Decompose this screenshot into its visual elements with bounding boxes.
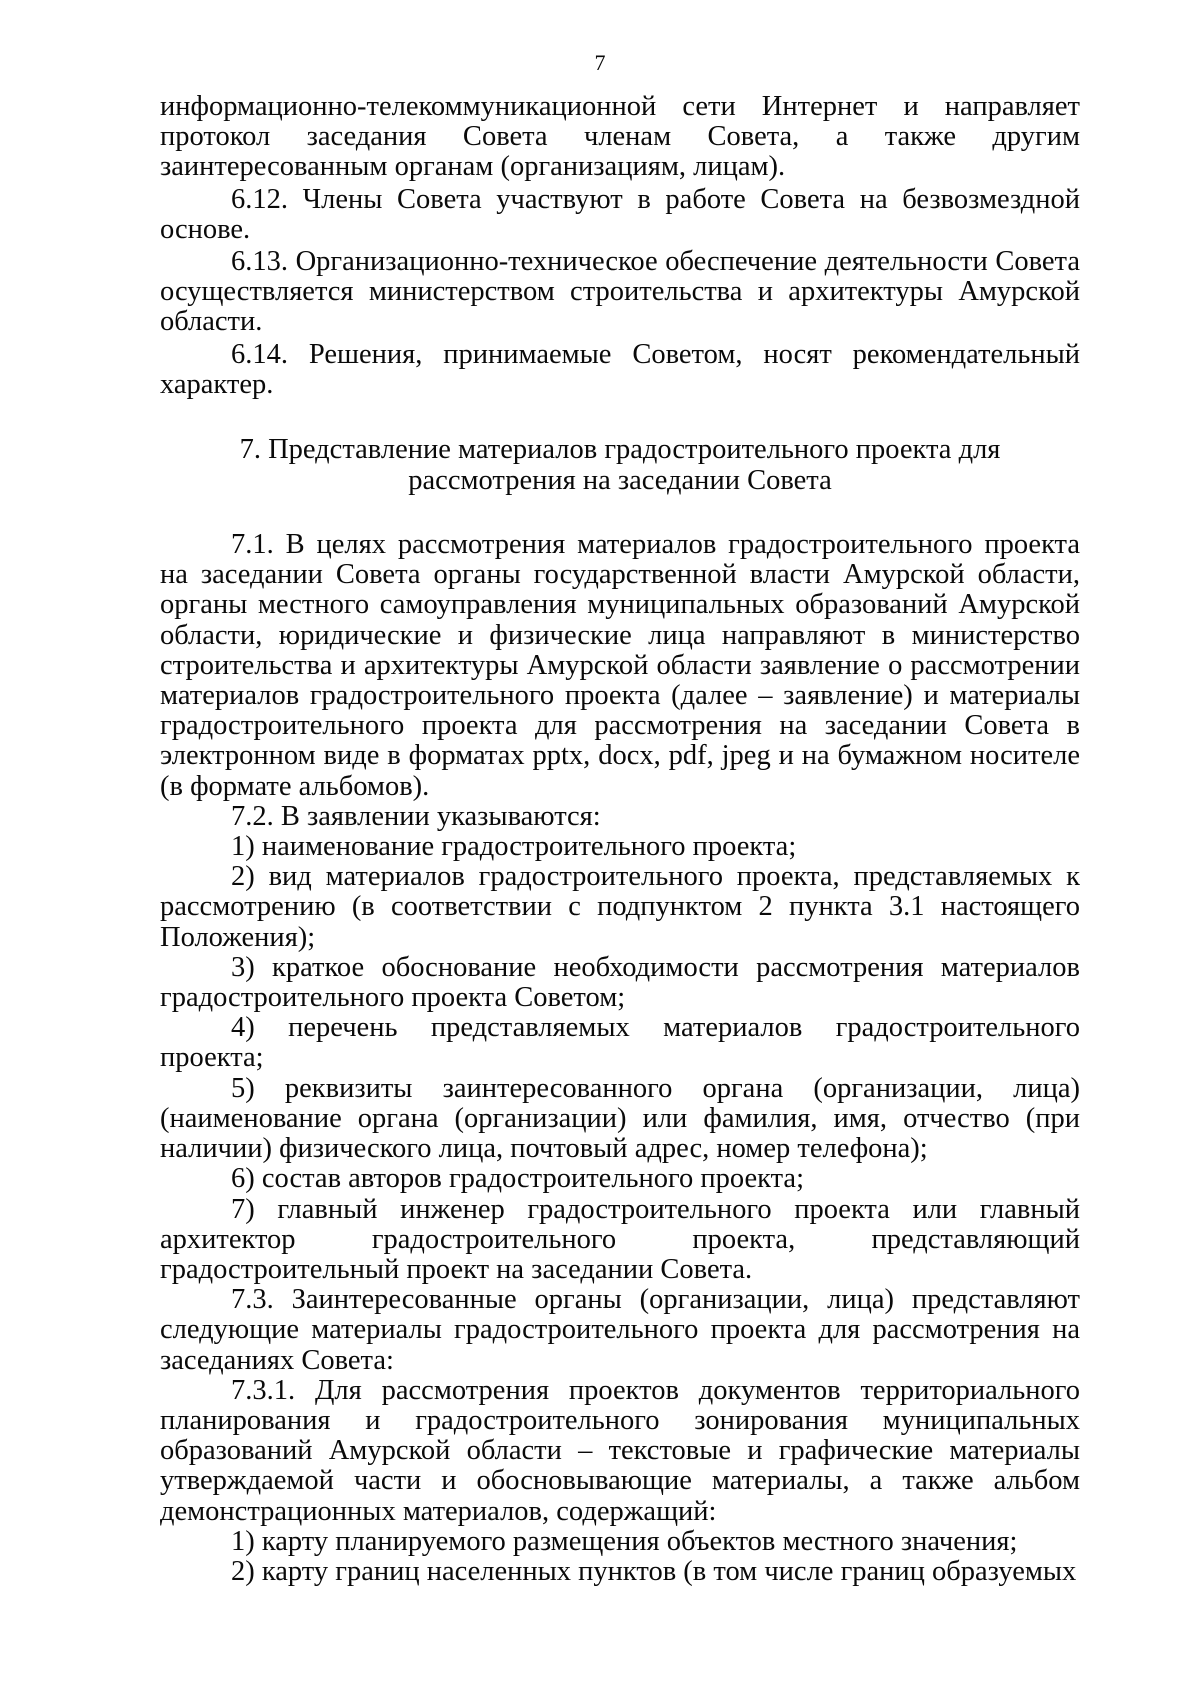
section-heading-line-1: 7. Представление материалов градостроительного проекта для bbox=[239, 434, 1001, 466]
document-body bbox=[160, 92, 1080, 1587]
list-item-7-2-6: 6) состав авторов градостроительного проекта; bbox=[231, 1163, 804, 1195]
list-item-7-2-4: 4) перечень представляемых материалов градостроительного проекта; bbox=[160, 1012, 1080, 1074]
section-heading-7 bbox=[160, 434, 1080, 496]
paragraph-7-3: 7.3. Заинтересованные органы (организации, лица) представляют следующие материалы градостроительного проекта для рассмотрения на заседаниях Совета: bbox=[160, 1284, 1080, 1376]
paragraph-7-3-1: 7.3.1. Для рассмотрения проектов документов территориального планирования и градостроительного зонирования муниципальных образований Амурской области – текстовые и графические материалы утверждаемой части и обосновывающие материалы, а также альбом демонстрационных материалов, содержащий: bbox=[160, 1374, 1080, 1527]
list-item-7-2-7: 7) главный инженер градостроительного проекта или главный архитектор градостроительного проекта, представляющий градостроительный проект на заседании Совета. bbox=[160, 1193, 1080, 1285]
list-item-7-2-5: 5) реквизиты заинтересованного органа (организации, лица) (наименование органа (организации) или фамилия, имя, отчество (при наличии) физического лица, почтовый адрес, номер телефона); bbox=[160, 1072, 1080, 1165]
list-item-7-3-1-1: 1) карту планируемого размещения объектов местного значения; bbox=[231, 1525, 1018, 1557]
list-item-7-3-1-2: 2) карту границ населенных пунктов (в том числе границ образуемых bbox=[231, 1555, 1077, 1587]
list-item-7-2-3: 3) краткое обоснование необходимости рассмотрения материалов градостроительного проекта Советом; bbox=[160, 951, 1080, 1014]
paragraph-7-1: 7.1. В целях рассмотрения материалов градостроительного проекта на заседании Совета органы государственной власти Амурской области, органы местного самоуправления муниципальных образований Амурской области, юридические и физические лица направляют в министерство строительства и архитектуры Амурской области заявление о рассмотрении материалов градостроительного проекта (далее – заявление) и материалы градостроительного проекта для рассмотрения на заседании Совета в электронном виде в форматах pptx, docx, pdf, jpeg и на бумажном носителе (в формате альбомов). bbox=[160, 529, 1080, 802]
paragraph-6-13: 6.13. Организационно-техническое обеспечение деятельности Совета осуществляется министерством строительства и архитектуры Амурской области. bbox=[160, 246, 1080, 338]
paragraph-7-2: 7.2. В заявлении указываются: bbox=[231, 800, 601, 832]
paragraph-6-14: 6.14. Решения, принимаемые Советом, носят рекомендательный характер. bbox=[160, 338, 1080, 400]
list-item-7-2-2: 2) вид материалов градостроительного проекта, представляемых к рассмотрению (в соответствии с подпунктом 2 пункта 3.1 настоящего Положения); bbox=[160, 861, 1080, 953]
list-item-7-2-1: 1) наименование градостроительного проекта; bbox=[231, 831, 797, 863]
page-number: 7 bbox=[594, 50, 606, 75]
paragraph-internet-protocol: информационно-телекоммуникационной сети Интернет и направляет протокол заседания Совета членам Совета, а также другим заинтересованным органам (организациям, лицам). bbox=[160, 91, 1080, 183]
section-heading-line-2: рассмотрения на заседании Совета bbox=[408, 465, 832, 497]
paragraph-6-12: 6.12. Члены Совета участвуют в работе Совета на безвозмездной основе. bbox=[160, 183, 1080, 245]
